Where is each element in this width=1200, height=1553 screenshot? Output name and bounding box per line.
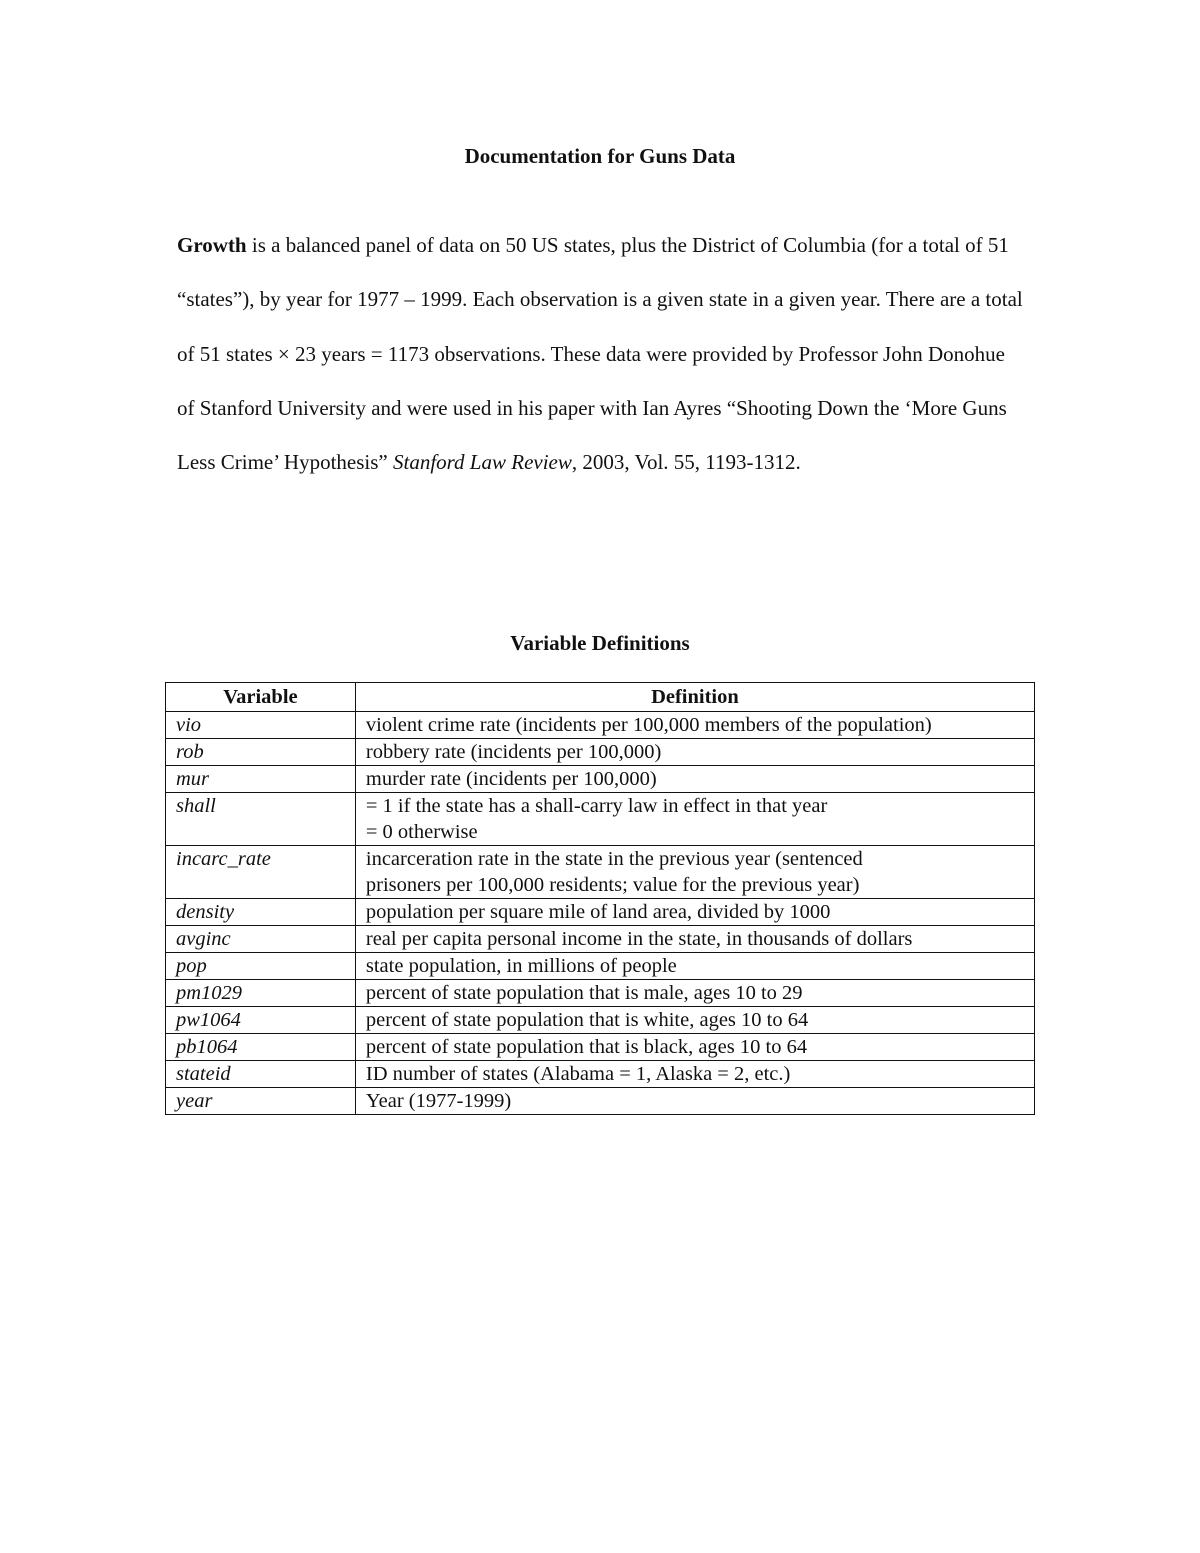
definition-line: ID number of states (Alabama = 1, Alaska = 2, etc.) (365, 1063, 791, 1085)
variable-name-cell: pop (166, 953, 356, 980)
table-row (166, 739, 1035, 766)
header-variable: Variable (166, 683, 356, 712)
header-definition: Definition (355, 683, 1034, 712)
table-row (166, 1034, 1035, 1061)
definition-cell (355, 1034, 1034, 1061)
variable-name-cell: stateid (166, 1061, 356, 1088)
definition-line: prisoners per 100,000 residents; value for the previous year) (365, 874, 860, 896)
table-row (166, 712, 1035, 739)
definition-line: incarceration rate in the state in the previous year (sentenced (365, 848, 863, 870)
intro-paragraph (177, 218, 1027, 489)
intro-lead: Growth (177, 233, 247, 257)
definition-cell (355, 846, 1034, 899)
definition-line: percent of state population that is black, ages 10 to 64 (365, 1036, 808, 1058)
table-row (166, 980, 1035, 1007)
definition-cell (355, 899, 1034, 926)
variable-name-cell: vio (166, 712, 356, 739)
definition-line: = 0 otherwise (365, 821, 478, 843)
definition-cell (355, 980, 1034, 1007)
definition-cell (355, 712, 1034, 739)
definition-line: percent of state population that is male, ages 10 to 29 (365, 982, 803, 1004)
definition-cell (355, 953, 1034, 980)
definition-line: state population, in millions of people (365, 955, 677, 977)
variable-name-cell: pb1064 (166, 1034, 356, 1061)
definition-cell (355, 926, 1034, 953)
table-row (166, 1088, 1035, 1115)
document-title: Documentation for Guns Data (464, 144, 736, 168)
table-row (166, 1061, 1035, 1088)
definition-line: Year (1977-1999) (365, 1090, 512, 1112)
definition-cell (355, 793, 1034, 846)
definition-line: robbery rate (incidents per 100,000) (365, 741, 662, 763)
variable-name-cell: incarc_rate (166, 846, 356, 899)
table-row (166, 846, 1035, 899)
variable-name-cell: year (166, 1088, 356, 1115)
intro-citation: , 2003, Vol. 55, 1193-1312. (571, 450, 801, 475)
variable-name-cell: mur (166, 766, 356, 793)
table-row (166, 953, 1035, 980)
journal-name: Stanford Law Review (393, 450, 572, 475)
definition-line: murder rate (incidents per 100,000) (365, 768, 657, 790)
definition-line: real per capita personal income in the state, in thousands of dollars (365, 928, 913, 950)
variable-name-cell: pw1064 (166, 1007, 356, 1034)
definition-line: percent of state population that is white, ages 10 to 64 (365, 1009, 809, 1031)
table-row (166, 1007, 1035, 1034)
table-header-row (166, 683, 1035, 712)
definition-line: population per square mile of land area, divided by 1000 (365, 901, 831, 923)
table-row (166, 926, 1035, 953)
variable-definitions-table (165, 682, 1035, 1115)
definition-cell (355, 739, 1034, 766)
section-title: Variable Definitions (510, 631, 690, 655)
variable-name-cell: pm1029 (166, 980, 356, 1007)
definition-cell (355, 1088, 1034, 1115)
definition-cell (355, 766, 1034, 793)
variable-name-cell: rob (166, 739, 356, 766)
table-row (166, 766, 1035, 793)
variable-name-cell: avginc (166, 926, 356, 953)
table-body (166, 712, 1035, 1115)
table-row (166, 899, 1035, 926)
definition-cell (355, 1007, 1034, 1034)
definition-cell (355, 1061, 1034, 1088)
definition-line: violent crime rate (incidents per 100,000 members of the population) (365, 714, 932, 736)
intro-text: is a balanced panel of data on 50 US states, plus the District of Columbia (for a total of 51 “states”), by year for 1977 – 1999. Each observation is a given state in a given year. There are a total of 51 states × 23 years = 1173 observations. These data were provided by Professor John Donohue of Stanford University and were used in his paper with Ian Ayres “Shooting Down the ‘More Guns Less Crime’ Hypothesis” (177, 233, 1023, 475)
definition-line: = 1 if the state has a shall-carry law in effect in that year (365, 795, 828, 817)
table-row (166, 793, 1035, 846)
variable-name-cell: shall (166, 793, 356, 846)
variable-name-cell: density (166, 899, 356, 926)
